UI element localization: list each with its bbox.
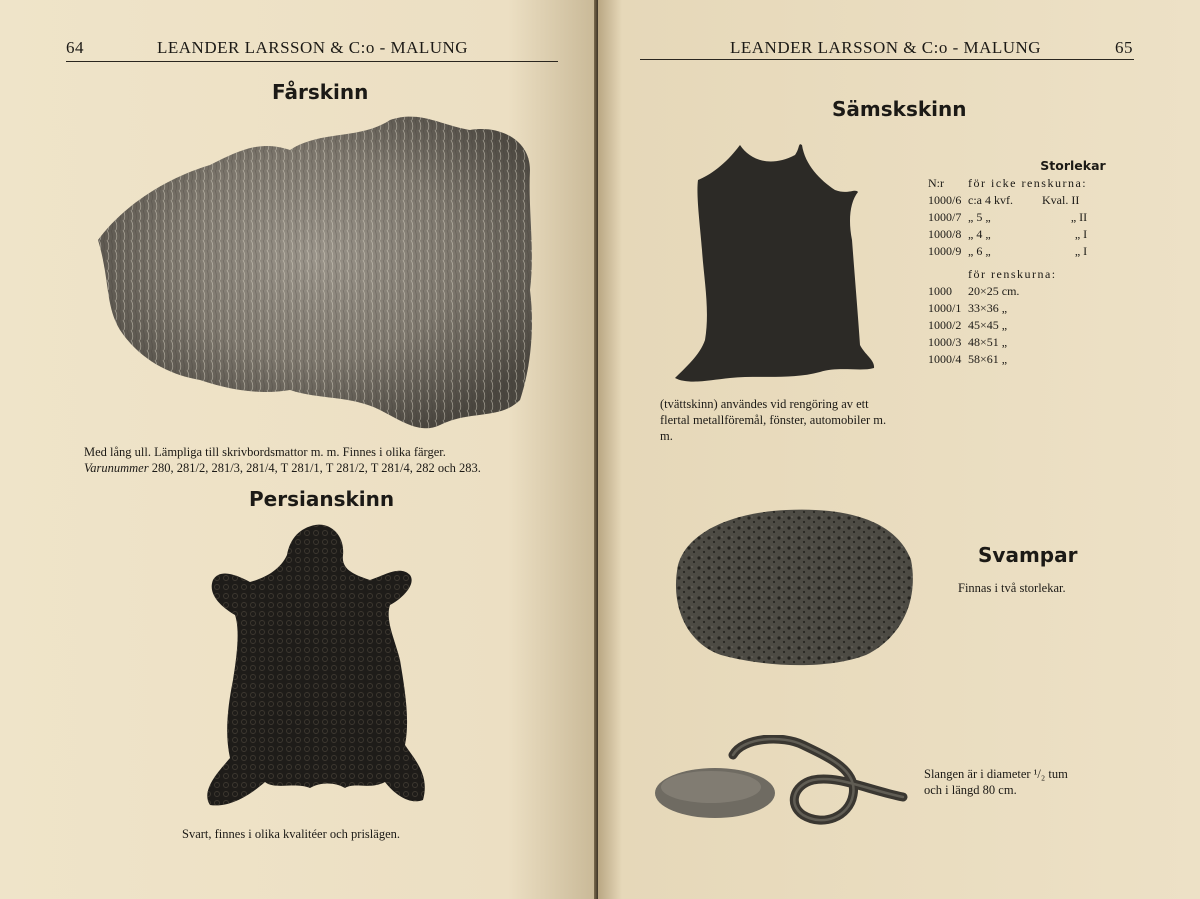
header-rule	[640, 59, 1134, 60]
nr-label: N:r	[928, 176, 944, 190]
table-cell: 33×36 „	[968, 301, 1008, 315]
hose-caption-line1: Slangen är i diameter ¹/₂ tum	[924, 767, 1068, 781]
table-row	[928, 351, 1091, 368]
hose-with-sponge-image	[653, 735, 913, 835]
table-row	[928, 300, 1091, 317]
table-row	[928, 283, 1091, 300]
page-header: LEANDER LARSSON & C:o - MALUNG	[157, 38, 469, 57]
table-cell: 1000/2	[928, 318, 962, 332]
size-table	[928, 158, 1168, 368]
persianskinn-caption: Svart, finnes i olika kvalitéer och prislägen.	[182, 827, 400, 841]
table-row	[928, 209, 1091, 226]
unwashed-label: för icke renskurna:	[968, 176, 1088, 190]
table-cell: Kval. II	[1042, 193, 1080, 207]
hose-caption-line2: och i längd 80 cm.	[924, 783, 1017, 797]
table-cell: „ II	[1070, 210, 1088, 224]
left-page	[0, 0, 598, 899]
samskskinn-title: Sämskskinn	[832, 97, 967, 121]
sponge-image	[666, 505, 918, 670]
table-cell: 45×45 „	[968, 318, 1008, 332]
table-cell: 1000/6	[928, 193, 962, 207]
chamois-leather-image	[670, 140, 880, 385]
table-row	[928, 192, 1091, 209]
table-cell: „ I	[1074, 244, 1088, 258]
farskinn-caption-line2	[84, 460, 544, 476]
table-cell: 58×61 „	[968, 352, 1008, 366]
farskinn-title: Fårskinn	[272, 80, 369, 104]
unwashed-header-row	[928, 175, 1091, 192]
varunummer-list: 280, 281/2, 281/3, 281/4, T 281/1, T 281/2, T 281/4, 282 och 283.	[148, 461, 481, 475]
sheepskin-image	[90, 110, 540, 440]
table-cell: 1000/7	[928, 210, 962, 224]
washed-header-row	[928, 260, 1091, 283]
svampar-title: Svampar	[978, 543, 1078, 567]
unwashed-table	[928, 175, 1091, 368]
page-number: 65	[1115, 38, 1133, 57]
page-number: 64	[66, 38, 84, 57]
persianskinn-title: Persianskinn	[249, 487, 395, 511]
farskinn-caption-line1: Med lång ull. Lämpliga till skrivbordsmattor m. m. Finnes i olika färger.	[84, 445, 446, 459]
table-cell: c:a 4 kvf.	[968, 193, 1013, 207]
svampar-caption: Finnas i två storlekar.	[958, 581, 1066, 595]
varunummer-label: Varunummer	[84, 461, 149, 475]
table-cell: 1000/1	[928, 301, 962, 315]
table-cell: „ I	[1074, 227, 1088, 241]
table-cell: 1000/3	[928, 335, 962, 349]
table-cell: „ 5 „	[968, 210, 991, 224]
farskinn-caption	[84, 444, 544, 476]
table-cell: 1000/4	[928, 352, 962, 366]
page-header: LEANDER LARSSON & C:o - MALUNG	[730, 38, 1042, 57]
table-cell: 1000	[928, 284, 952, 298]
table-cell: 48×51 „	[968, 335, 1008, 349]
table-row	[928, 243, 1091, 260]
persian-lamb-pelt-image	[195, 520, 435, 815]
table-row	[928, 317, 1091, 334]
table-row	[928, 226, 1091, 243]
samskskinn-caption: (tvättskinn) användes vid rengöring av ett flertal metallföremål, fönster, automobiler m. m.	[660, 397, 887, 443]
washed-label: för renskurna:	[968, 267, 1057, 281]
table-cell: „ 6 „	[968, 244, 991, 258]
table-cell: 20×25 cm.	[968, 284, 1020, 298]
table-cell: „ 4 „	[968, 227, 991, 241]
table-cell: 1000/9	[928, 244, 962, 258]
right-page	[598, 0, 1200, 899]
table-row	[928, 334, 1091, 351]
hose-caption	[924, 766, 1068, 798]
size-table-heading: Storlekar	[1040, 158, 1106, 173]
header-rule	[66, 61, 558, 62]
table-cell: 1000/8	[928, 227, 962, 241]
